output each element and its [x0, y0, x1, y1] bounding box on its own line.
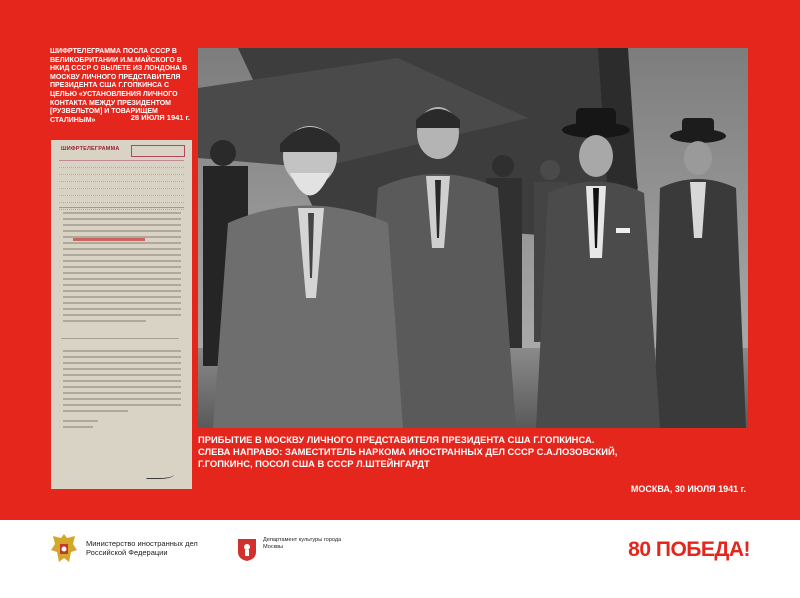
arrival-photograph — [198, 48, 748, 428]
telegram-document-scan — [51, 140, 192, 489]
ministry-name: Министерство иностранных дел Российской Федерации — [86, 539, 198, 557]
document-body-text — [63, 212, 181, 326]
document-routing-table — [59, 160, 184, 208]
victory-80-logo: 80 ПОБЕДА! — [628, 538, 750, 561]
photo-caption-line-1: ПРИБЫТИЕ В МОСКВУ ЛИЧНОГО ПРЕДСТАВИТЕЛЯ ПРЕЗИДЕНТА США Г.ГОПКИНСА. — [198, 434, 595, 445]
photo-caption — [198, 434, 658, 471]
photo-caption-line-2: СЛЕВА НАПРАВО: ЗАМЕСТИТЕЛЬ НАРКОМА ИНОСТРАННЫХ ДЕЛ СССР С.А.ЛОЗОВСКИЙ, — [198, 446, 618, 458]
photo-caption-line-3: Г.ГОПКИНС, ПОСОЛ США В СССР Л.ШТЕЙНГАРДТ — [198, 458, 430, 470]
document-divider — [61, 338, 179, 339]
photo-date: МОСКВА, 30 ИЮЛЯ 1941 г. — [630, 484, 746, 494]
document-date: 28 ИЮЛЯ 1941 г. — [130, 113, 190, 122]
department-name: Департамент культуры города Москвы — [263, 537, 342, 550]
document-stamp — [131, 145, 185, 157]
document-body-text-second — [63, 350, 181, 432]
moscow-coat-of-arms-icon — [237, 538, 257, 562]
document-caption: ШИФРТЕЛЕГРАММА ПОСЛА СССР В ВЕЛИКОБРИТАНИИ И.М.МАЙСКОГО В НКИД СССР О ВЫЛЕТЕ ИЗ ЛОНДОНА В МОСКВУ ЛИЧНОГО ПРЕДСТАВИТЕЛЯ ПРЕЗИДЕНТА США Г.ГОПКИНСА С ЦЕЛЬЮ «УСТАНОВЛЕНИЯ ЛИЧНОГО КОНТАКТА МЕЖДУ ПРЕЗИДЕНТОМ [РУЗВЕЛЬТОМ] И ТОВАРИЩЕМ СТАЛИНЫМ» — [50, 48, 188, 124]
document-pencil-mark — [73, 238, 145, 241]
document-signature — [146, 470, 174, 479]
document-header: ШИФРТЕЛЕГРАММА — [61, 146, 120, 152]
ministry-emblem-icon — [49, 532, 79, 566]
